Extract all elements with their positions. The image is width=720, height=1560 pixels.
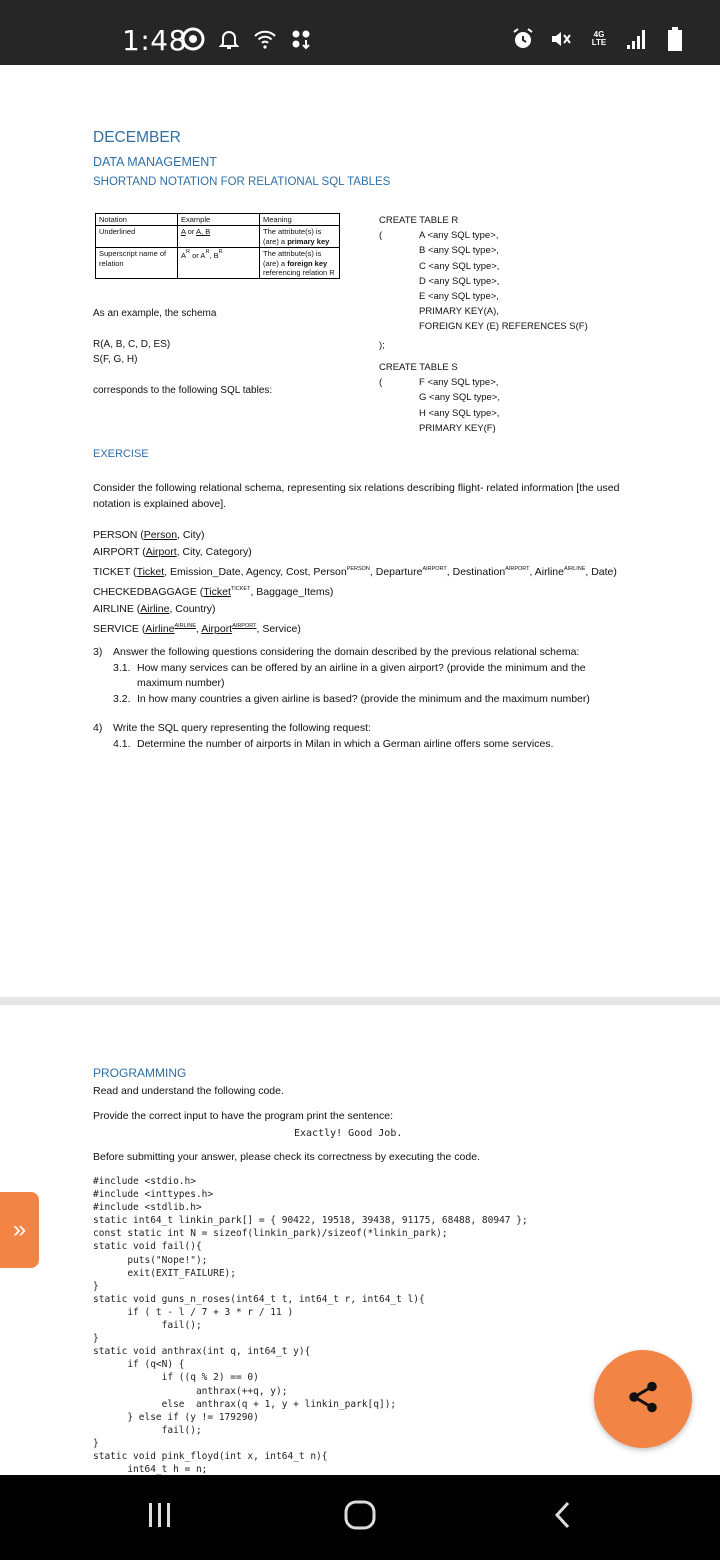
table-row [96,248,340,279]
sql-line: F <any SQL type>, [419,377,499,389]
relation-checkedbaggage: CHECKEDBAGGAGE (Ticket$^{TICKET}$, Baggage_Items) [93,586,334,598]
prog-sentence: Exactly! Good Job. [294,1128,403,1139]
record-icon [180,26,206,52]
sql-line: E <any SQL type>, [419,291,499,303]
sql-line: PRIMARY KEY(A), [419,306,499,318]
prog-provide: Provide the correct input to have the program print the sentence: [93,1110,394,1122]
subheading: DATA MANAGEMENT [93,155,217,169]
cell-example: $A^R$ or $A^R$, $B^R$ [178,248,260,279]
back-button[interactable] [534,1495,594,1539]
exercise-intro: Consider the following relational schema, representing six relations describing flight- related information [the used notation is explained above]. [93,482,620,510]
page-title: DECEMBER [93,129,181,146]
relational-schema [93,527,617,638]
document-page-1 [0,65,720,997]
status-bar [0,0,720,65]
relation-airline: AIRLINE (Airline, Country) [93,603,216,615]
home-button[interactable] [330,1495,390,1539]
question-3: 3) Answer the following questions considering the domain described by the previous relational schema: 3.1. How many services can be offered by an airline in a given airport? (provide the minimum and the maximum number) 3.2. In how many countries a given airline is based? (provide the minimum and the maximum number) [93,646,590,705]
recent-apps-button[interactable] [130,1495,190,1539]
question-4: 4) Write the SQL query representing the following request: 4.1. Determine the number of airports in Milan in which a German airline offers some services. [93,722,554,750]
programming-title: PROGRAMMING [93,1066,187,1080]
table-row [96,226,340,248]
sql-line: FOREIGN KEY (E) REFERENCES S(F) [419,321,588,333]
cell-notation: Underlined [96,226,178,248]
sql-line: D <any SQL type>, [419,275,500,287]
header-notation: Notation [96,214,178,226]
double-chevron-right-icon: » [12,1216,27,1243]
section-title: SHORTAND NOTATION FOR RELATIONAL SQL TABLES [93,176,391,188]
wifi-question-icon [252,26,278,52]
cell-notation: Superscript name of relation [96,248,178,279]
sql-line: B <any SQL type>, [419,245,499,257]
exercise-title: EXERCISE [93,448,149,460]
relation-service: SERVICE (Airline$^{AIRLINE}$, Airport$^{AIRPORT}$, Service) [93,623,301,635]
header-meaning: Meaning [260,214,340,226]
recent-apps-icon [145,1500,175,1535]
network-4g-icon: 4G LTE [591,30,607,47]
alarm-icon [510,26,536,52]
relation-person: PERSON (Person, City) [93,529,205,541]
navigation-bar [0,1475,720,1560]
sql-line: H <any SQL type>, [419,407,500,419]
share-button[interactable] [594,1350,692,1448]
clock: 1:48 [122,24,187,57]
share-icon [625,1379,661,1420]
notation-table [95,213,340,279]
cell-example: A or A, B [178,226,260,248]
relation-ticket: TICKET (Ticket, Emission_Date, Agency, Cost, Person$^{PERSON}$, Departure$^{AIRPORT}$, Destination$^{AIRPORT}$, Airline$^{AIRLINE}$, Date) [93,566,617,578]
schema-intro: As an example, the schema [93,308,217,319]
mute-icon [548,26,574,52]
sql-line: PRIMARY KEY(F) [419,422,496,434]
sql-line: A <any SQL type>, [419,230,499,242]
relation-airport: AIRPORT (Airport, City, Category) [93,546,252,558]
header-example: Example [178,214,260,226]
back-icon [549,1500,579,1535]
prog-read: Read and understand the following code. [93,1085,284,1097]
battery-icon [662,26,688,52]
page-separator [0,997,720,1005]
table-header-row [96,214,340,226]
sql-create-s: CREATE TABLE S ( F <any SQL type>, G <any SQL type>, H <any SQL type>, PRIMARY KEY(F) [379,360,500,436]
sql-create-r: CREATE TABLE R ( A <any SQL type>, B <any SQL type>, C <any SQL type>, D <any SQL type>, E <any SQL type>, PRIMARY KEY(A), FOREIGN KEY (E) REFERENCES S(F) ); [379,215,588,351]
cell-meaning: The attribute(s) is (are) a primary key [260,226,340,248]
sql-line: G <any SQL type>, [419,392,500,404]
schema-r: R(A, B, C, D, ES) [93,339,171,350]
signal-icon [624,26,650,52]
app-grid-icon [288,26,314,52]
schema-s: S(F, G, H) [93,354,138,365]
side-panel-toggle[interactable] [0,1192,39,1268]
home-icon [342,1497,378,1538]
corresponds-text: corresponds to the following SQL tables: [93,385,273,396]
sql-line: C <any SQL type>, [419,260,500,272]
notification-bell-icon [216,26,242,52]
code-block: #include <stdio.h> #include <inttypes.h> #include <stdlib.h> static int64_t linkin_park[] = { 90422, 19518, 39438, 91175, 68488, 80947 }; const static int N = sizeof(linkin_park)/sizeof(*linkin_park); static void fail(){ puts("Nope!"); exit(EXIT_FAILURE); } static void guns_n_roses(int64_t t, int64_t r, int64_t l){ if ( t - l / 7 + 3 * r / 11 ) fail(); } static void anthrax(int q, int64_t y){ if (q<N) { if ((q % 2) == 0) anthrax(++q, y); else anthrax(q + 1, y + linkin_park[q]); } else if (y != 179290) fail(); } static void pink_floyd(int x, int64_t n){ int64_t h = n; [93,1176,528,1475]
cell-meaning: The attribute(s) is (are) a foreign key referencing relation R [260,248,340,279]
prog-before: Before submitting your answer, please check its correctness by executing the code. [93,1151,480,1163]
